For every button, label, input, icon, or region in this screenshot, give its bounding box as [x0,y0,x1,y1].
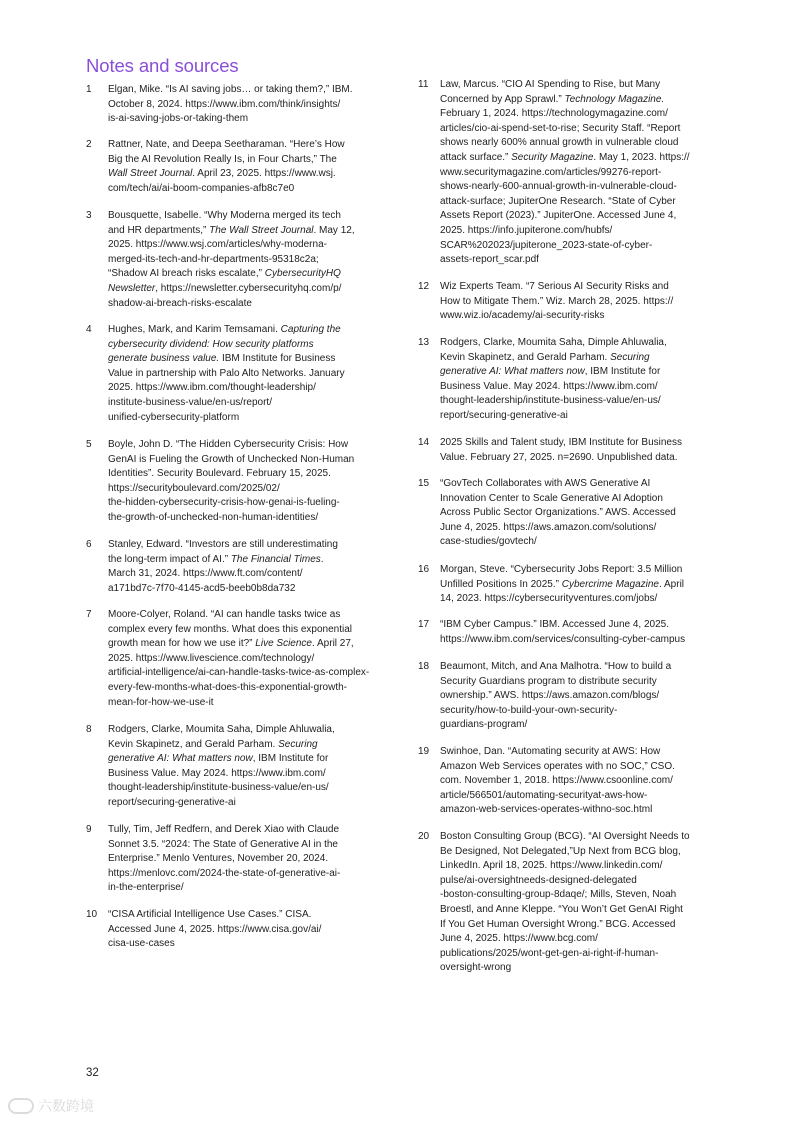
note-item [418,477,714,550]
note-item [86,209,382,311]
note-text [108,209,382,311]
note-text [440,660,714,733]
note-text-run: . April 14, 2023. https://cybersecurityventures.com/jobs/ [440,578,685,605]
note-item [86,438,382,526]
note-text-run: Elgan, Mike. “Is AI saving jobs… or taking them?,” IBM. October 8, 2024. https://www.ibm.com/think/insights/ is-ai-saving-jobs-or-taking-them [108,84,353,125]
note-text-run: Beaumont, Mitch, and Ana Malhotra. “How to build a Security Guardians program to distribute security ownership.” AWS. https://aws.amazon.com/blogs/ security/how-to-build-your-own-security- guardians-program/ [440,661,672,731]
note-item [86,608,382,710]
note-text-run: “GovTech Collaborates with AWS Generative AI Innovation Center to Scale Generative AI Adoption Across Public Sector Organizations.” AWS. Accessed June 4, 2025. https://aws.amazon.com/solutions/ case-studies/govtech/ [440,478,676,548]
note-text [440,830,714,976]
note-text [440,745,714,818]
note-number: 14 [418,437,430,448]
note-item [418,336,714,424]
note-text [108,823,382,896]
note-number: 5 [86,439,92,450]
note-text-run: Bousquette, Isabelle. “Why Moderna merged its tech and HR departments,” [108,210,341,236]
note-text-run: IBM Institute for Business Value in partnership with Palo Alto Networks. January 2025. https://www.ibm.com/thought-leadership/ institute-business-value/en-us/report/ unified-cybersecurity-platform [108,353,345,423]
note-text [108,438,382,526]
note-text-run: February 1, 2024. https://technologymagazine.com/ articles/cio-ai-spend-set-to-rise; Security Staff. “Report shows nearly 600% annual growth in vulnerable cloud attack surface.” [440,108,681,163]
note-italic-text: Live Science [255,638,312,650]
watermark [8,1096,94,1116]
note-item [418,78,714,268]
note-text-run: Law, Marcus. “CIO AI Spending to Rise, but Many Concerned by App Sprawl.” [440,79,661,105]
note-italic-text: Wall Street Journal [108,168,193,180]
note-text-run: , https://newsletter.cybersecurityhq.com/p/ shadow-ai-breach-risks-escalate [108,282,342,309]
note-number: 20 [418,831,430,842]
note-text [440,563,714,607]
note-number: 4 [86,324,92,335]
note-text [108,723,382,811]
note-text [108,538,382,596]
note-italic-text: Technology Magazine. [564,93,665,105]
note-number: 12 [418,281,430,292]
note-text-run: Stanley, Edward. “Investors are still underestimating the long-term impact of AI.” [108,539,338,565]
note-text [440,78,714,268]
note-text-run: “CISA Artificial Intelligence Use Cases.” CISA. Accessed June 4, 2025. https://www.cisa.gov/ai/ cisa-use-cases [108,909,322,950]
note-item [418,563,714,607]
note-text-run: “IBM Cyber Campus.” IBM. Accessed June 4, 2025. https://www.ibm.com/services/consulting-cyber-campus [440,619,686,645]
note-number: 9 [86,824,92,835]
note-italic-text: CybersecurityHQ Newsletter [108,268,341,294]
note-item [418,830,714,976]
note-text-run: Rodgers, Clarke, Moumita Saha, Dimple Ahluwalia, Kevin Skapinetz, and Gerald Parham. [108,724,335,750]
note-text-run: Morgan, Steve. “Cybersecurity Jobs Report: 3.5 Million Unfilled Positions In 2025.” [440,564,683,590]
note-number: 6 [86,539,92,550]
note-number: 17 [418,619,430,630]
note-text-run: . April 27, 2025. https://www.livescience.com/technology/ artificial-intelligence/ai-can-handle-tasks-twice-as-complex- every-few-months-what-does-this-exponential-growth- mean-for-how-we-use-it [108,638,370,708]
note-text-run: 2025 Skills and Talent study, IBM Institute for Business Value. February 27, 2025. n=2690. Unpublished data. [440,437,682,463]
note-item [86,83,382,127]
note-italic-text: Securing generative AI: What matters now [108,738,318,765]
note-number: 1 [86,84,92,95]
note-text-run: Tully, Tim, Jeff Redfern, and Derek Xiao with Claude Sonnet 3.5. “2024: The State of Generative AI in the Enterprise.” Menlo Ventures, November 20, 2024. https://menlovc.com/2024-the-state-of-generative-ai- in-the-enterprise/ [108,824,341,894]
note-italic-text: Cybercrime Magazine [561,578,659,590]
note-text-run: , IBM Institute for Business Value. May 2024. https://www.ibm.com/ thought-leadership/institute-business-value/en-us/ report/securing-generative-ai [108,753,329,808]
note-number: 15 [418,478,430,489]
note-text-run: . May 1, 2023. https:// www.securitymagazine.com/articles/99276-report- shows-nearly-600-annual-growth-in-vulnerable-cloud- attack-surface; JupiterOne Research. “State of Cyber Assets Report (2023).” JupiterOne. Accessed June 4, 2025. https://info.jupiterone.com/hubfs/ SCAR%202023/jupiterone_2023-state-of-cyber- assets-report_scar.pdf [440,151,690,266]
note-text-run: Rodgers, Clarke, Moumita Saha, Dimple Ahluwalia, Kevin Skapinetz, and Gerald Parham. [440,337,667,363]
note-text-run: . May 12, 2025. https://www.wsj.com/articles/why-moderna- merged-its-tech-and-hr-departments-95318c2a; “Shadow AI breach risks escalate,” [108,224,355,280]
note-text [108,138,382,196]
note-number: 13 [418,337,430,348]
note-text [440,280,714,324]
note-text-run: Moore-Colyer, Roland. “AI can handle tasks twice as complex every few months. What does this exponential growth mean for how we use it?” [108,609,353,650]
note-item [86,823,382,896]
note-number: 19 [418,746,430,757]
note-number: 7 [86,609,92,620]
note-italic-text: The Wall Street Journal [209,224,314,236]
note-text-run: , IBM Institute for Business Value. May 2024. https://www.ibm.com/ thought-leadership/institute-business-value/en-us/ report/securing-generative-ai [440,366,661,421]
note-text-run: Hughes, Mark, and Karim Temsamani. [108,324,281,335]
note-italic-text: Security Magazine [511,151,594,163]
note-text-run: Boston Consulting Group (BCG). “AI Oversight Needs to Be Designed, Not Delegated,”Up Next from BCG blog, LinkedIn. April 18, 2025. https://www.linkedin.com/ pulse/ai-oversightneeds-designed-delegated -boston-consulting-group-8daqe/; Mills, Steven, Noah Broestl, and Anne Kleppe. “You Won’t Get GenAI Right If You Get Human Oversight Wrong.” BCG. Accessed June 4, 2025. https://www.bcg.com/ publications/2025/wont-get-gen-ai-right-if-human- oversight-wrong [440,831,690,974]
note-number: 16 [418,564,430,575]
note-text-run: Rattner, Nate, and Deepa Seetharaman. “Here’s How Big the AI Revolution Really Is, in Four Charts,” The [108,139,345,165]
note-italic-text: Capturing the cybersecurity dividend: How security platforms generate business value. [108,324,341,365]
page-number: 32 [86,1067,99,1079]
note-item [86,723,382,811]
note-number: 8 [86,724,92,735]
note-text [108,83,382,127]
note-text [108,908,382,952]
note-italic-text: Securing generative AI: What matters now [440,351,650,378]
watermark-text: 六数跨境 [38,1098,94,1114]
note-item [418,660,714,733]
note-item [86,908,382,952]
watermark-logo-icon [8,1098,34,1114]
note-item [86,323,382,425]
note-text [440,436,714,465]
note-text-run: . March 31, 2024. https://www.ft.com/content/ a171bd7c-7f70-4145-acd5-beeb0b8da732 [108,553,324,594]
note-item [418,436,714,465]
note-text [440,477,714,550]
note-text [108,608,382,710]
note-item [86,138,382,196]
note-number: 18 [418,661,430,672]
note-item [418,745,714,818]
note-text [108,323,382,425]
note-item [418,618,714,647]
note-text-run: Boyle, John D. “The Hidden Cybersecurity Crisis: How GenAI is Fueling the Growth of Unchecked Non-Human Identities”. Security Boulevard. February 15, 2025. https://securityboulevard.com/2025/02/ the-hidden-cybersecurity-crisis-how-genai-is-fueling- the-growth-of-unchecked-non-human-identities/ [108,439,355,523]
note-number: 11 [418,79,429,90]
note-number: 3 [86,210,92,221]
note-number: 2 [86,139,92,150]
note-number: 10 [86,909,98,920]
note-text [440,336,714,424]
note-text-run: Swinhoe, Dan. “Automating security at AWS: How Amazon Web Services operates with no SOC,” CSO. com. November 1, 2018. https://www.csoonline.com/ article/566501/automating-securityat-aws-how- amazon-web-services-operates-withno-soc.html [440,746,675,816]
note-text-run: Wiz Experts Team. “7 Serious AI Security Risks and How to Mitigate Them.” Wiz. March 28, 2025. https:// www.wiz.io/academy/ai-security-risks [440,281,674,322]
note-item [418,280,714,324]
note-italic-text: The Financial Times [230,553,321,565]
note-text-run: . April 23, 2025. https://www.wsj. com/tech/ai/ai-boom-companies-afb8c7e0 [108,168,336,194]
note-text [440,618,714,647]
note-item [86,538,382,596]
page-title: Notes and sources [86,55,239,76]
